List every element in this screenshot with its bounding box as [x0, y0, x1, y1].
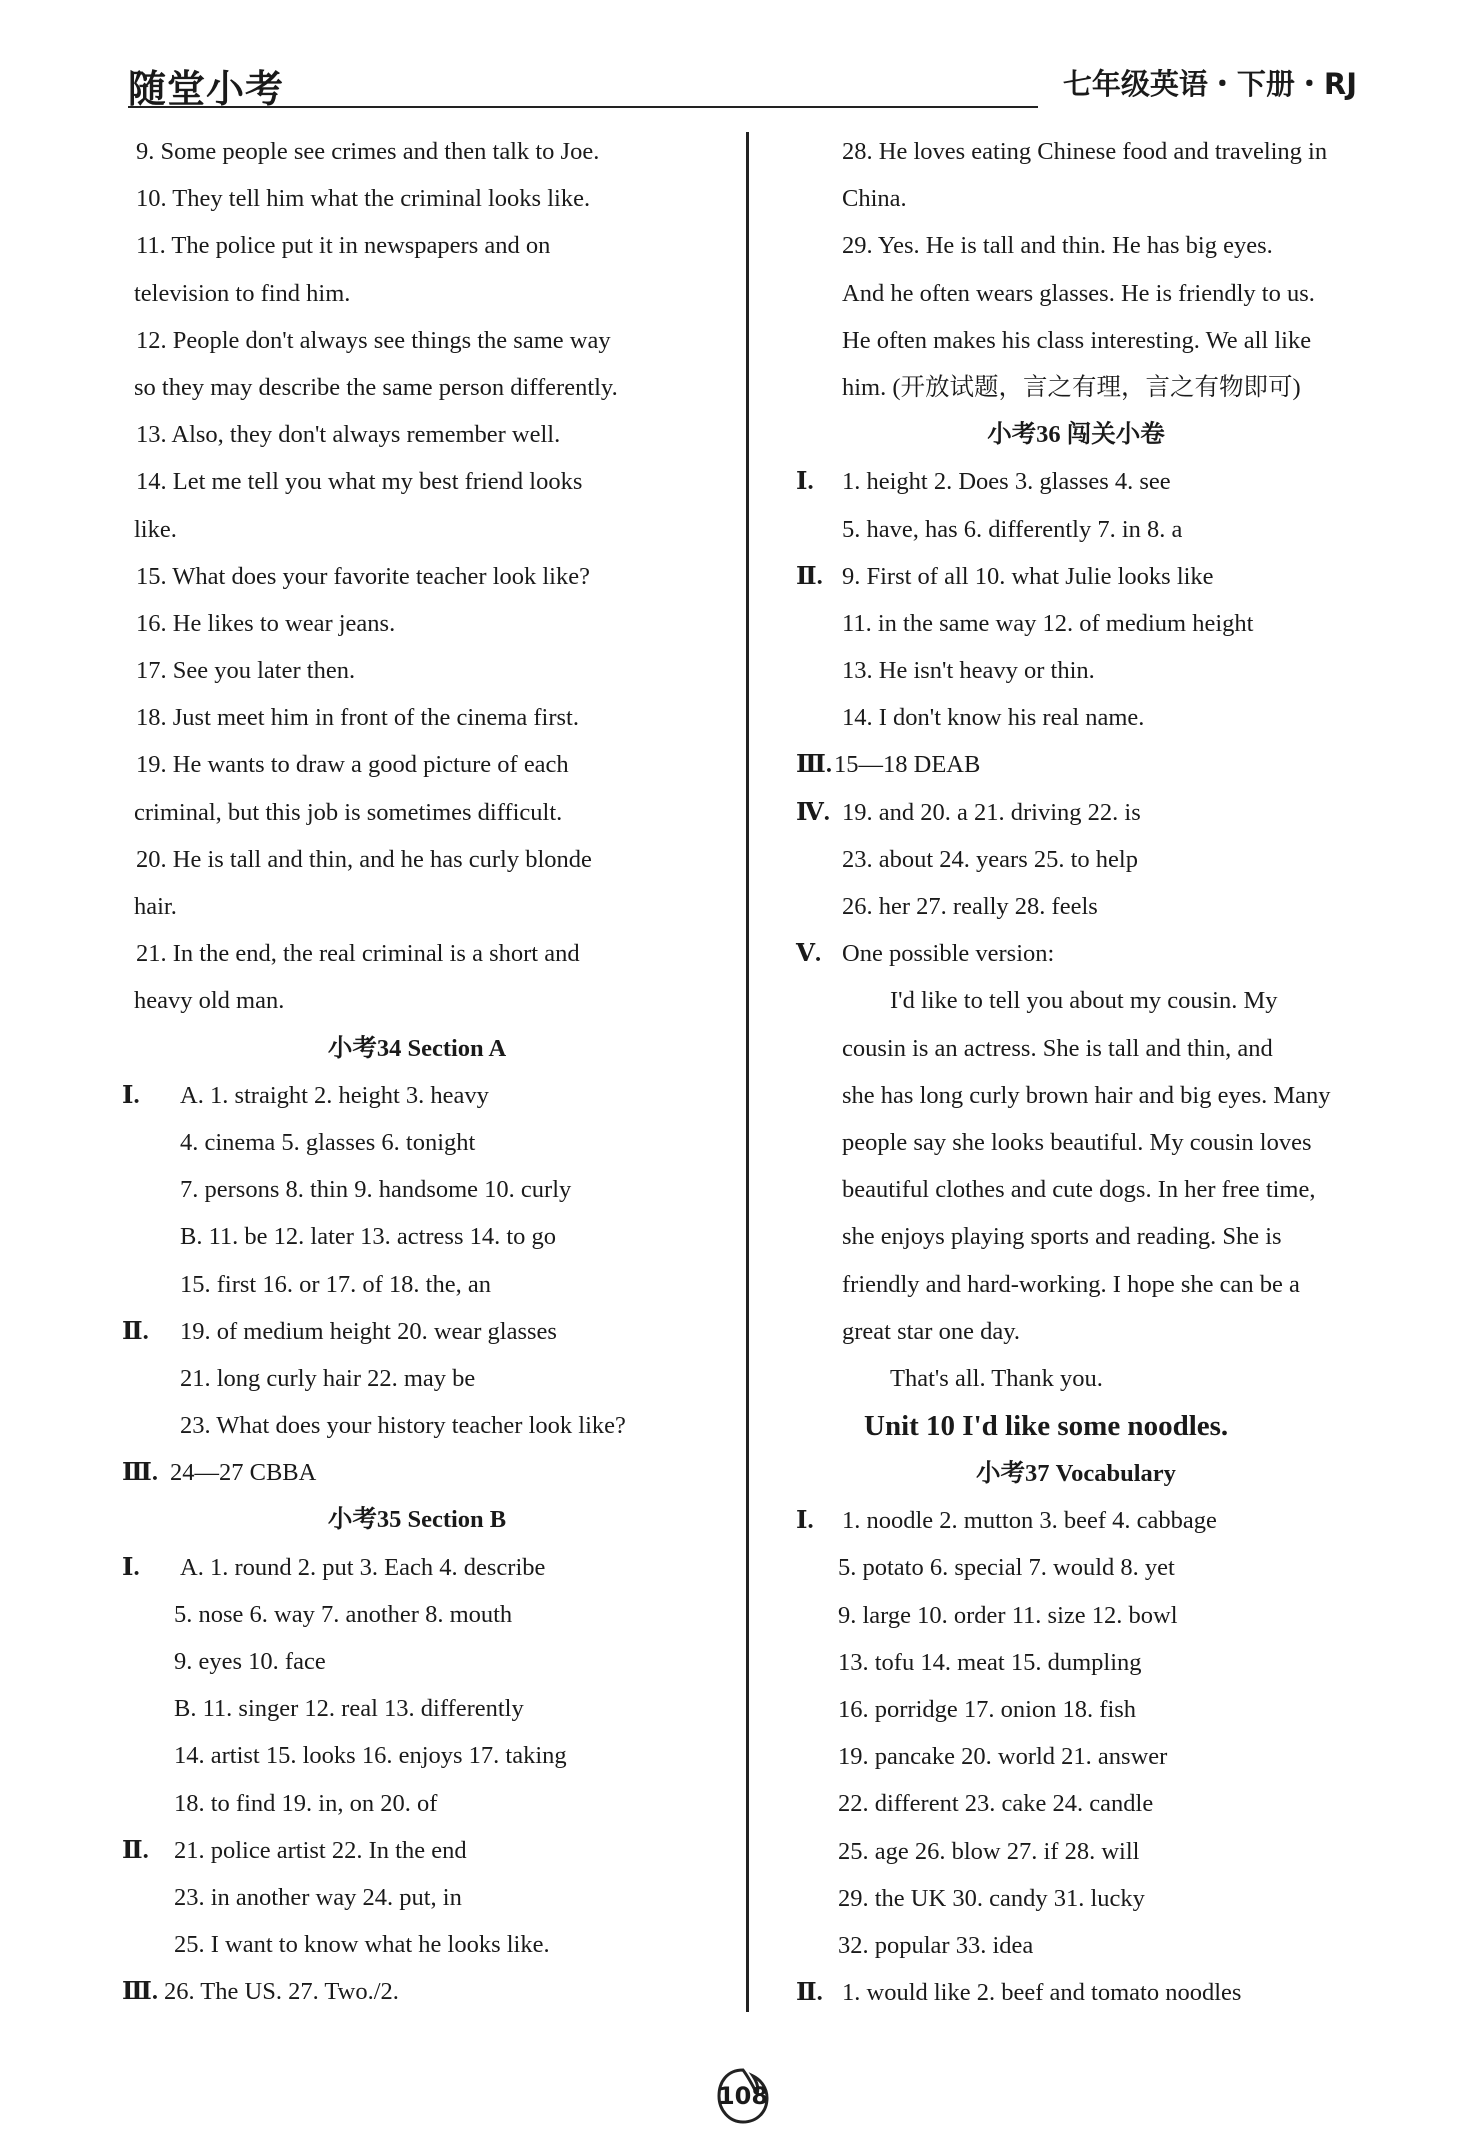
answer-line: 15. What does your favorite teacher look like? [136, 562, 590, 590]
answer-line: 29. Yes. He is tall and thin. He has big eyes. [842, 232, 1273, 260]
answer-line: China. [842, 185, 907, 213]
answer-line: B. 11. singer 12. real 13. differently [174, 1695, 524, 1723]
essay-line: friendly and hard-working. I hope she can be a [842, 1270, 1300, 1298]
answer-line: 25. I want to know what he looks like. [174, 1931, 550, 1959]
answer-line: 21. In the end, the real criminal is a short and [136, 940, 580, 968]
column-divider [746, 132, 749, 2012]
section-heading: 小考37 Vocabulary [976, 1460, 1176, 1488]
answer-line: television to find him. [134, 279, 351, 307]
answer-line: 16. He likes to wear jeans. [136, 609, 396, 637]
answer-line: Ⅰ. A. 1. round 2. put 3. Each 4. describe [122, 1553, 546, 1581]
answer-line: Ⅰ. 1. noodle 2. mutton 3. beef 4. cabbage [796, 1507, 1217, 1535]
answer-line: 29. the UK 30. candy 31. lucky [838, 1884, 1145, 1912]
answer-line: Ⅲ. 24—27 CBBA [122, 1459, 317, 1487]
answer-line: 19. pancake 20. world 21. answer [838, 1743, 1168, 1771]
answer-line: 15. first 16. or 17. of 18. the, an [180, 1270, 491, 1298]
answer-line: 32. popular 33. idea [838, 1931, 1034, 1959]
answer-line: 18. Just meet him in front of the cinema first. [136, 704, 579, 732]
answer-line: Ⅱ. 9. First of all 10. what Julie looks like [796, 562, 1214, 590]
essay-line: I'd like to tell you about my cousin. My [890, 987, 1278, 1015]
section-heading: 小考34 Section A [327, 1034, 507, 1062]
essay-line: great star one day. [842, 1317, 1020, 1345]
left-column [122, 128, 712, 2016]
answer-line: 12. People don't always see things the same way [136, 326, 611, 354]
answer-line: Ⅱ. 21. police artist 22. In the end [122, 1836, 467, 1864]
answer-line: Ⅴ. One possible version: [796, 940, 1055, 968]
answer-line: 23. What does your history teacher look like? [180, 1412, 626, 1440]
answer-line: 5. potato 6. special 7. would 8. yet [838, 1554, 1175, 1582]
essay-line: she has long curly brown hair and big eyes. Many [842, 1081, 1331, 1109]
answer-line: 13. He isn't heavy or thin. [842, 657, 1095, 685]
answer-line: Ⅲ. 15—18 DEAB [796, 751, 981, 779]
answer-line: Ⅳ. 19. and 20. a 21. driving 22. is [796, 798, 1141, 826]
answer-line: Ⅱ. 19. of medium height 20. wear glasses [122, 1317, 557, 1345]
answer-line: 11. The police put it in newspapers and on [136, 232, 551, 260]
section-heading: 小考36 闯关小卷 [987, 421, 1165, 449]
answer-line: 7. persons 8. thin 9. handsome 10. curly [180, 1176, 572, 1204]
answer-line: B. 11. be 12. later 13. actress 14. to go [180, 1223, 557, 1251]
answer-line: 9. Some people see crimes and then talk to Joe. [136, 138, 600, 165]
answer-line: 4. cinema 5. glasses 6. tonight [180, 1128, 476, 1156]
answer-line: like. [134, 515, 177, 543]
essay-line: people say she looks beautiful. My cousin loves [842, 1128, 1312, 1156]
answer-line: hair. [134, 893, 177, 920]
answer-line: 10. They tell him what the criminal looks like. [136, 185, 591, 213]
answer-line: Ⅰ. 1. height 2. Does 3. glasses 4. see [796, 468, 1171, 496]
answer-line: 14. I don't know his real name. [842, 704, 1145, 732]
essay-line: she enjoys playing sports and reading. She is [842, 1223, 1282, 1251]
answer-line: 21. long curly hair 22. may be [180, 1364, 476, 1392]
answer-line: And he often wears glasses. He is friendly to us. [842, 279, 1315, 307]
answer-line: 9. large 10. order 11. size 12. bowl [838, 1601, 1178, 1629]
answer-line: 20. He is tall and thin, and he has curly blonde [136, 845, 592, 873]
page-number: 108 [713, 2066, 773, 2126]
book-grade-subject: 七年级英语・下册・RJ [1062, 67, 1357, 101]
header-divider [128, 106, 1038, 108]
right-column [796, 128, 1356, 2016]
answer-line: so they may describe the same person differently. [134, 373, 618, 401]
answer-line: Ⅱ. 1. would like 2. beef and tomato noodles [796, 1979, 1242, 2007]
answer-line: 16. porridge 17. onion 18. fish [838, 1696, 1137, 1723]
answer-line: 23. about 24. years 25. to help [842, 845, 1138, 873]
section-heading: 小考35 Section B [327, 1506, 507, 1534]
answer-line: 19. He wants to draw a good picture of each [136, 751, 569, 779]
answer-line: 11. in the same way 12. of medium height [842, 609, 1254, 637]
answer-line: 22. different 23. cake 24. candle [838, 1790, 1154, 1818]
answer-line: 23. in another way 24. put, in [174, 1883, 462, 1911]
answer-line: heavy old man. [134, 987, 285, 1015]
answer-line: 13. tofu 14. meat 15. dumpling [838, 1648, 1142, 1676]
essay-line: That's all. Thank you. [890, 1364, 1103, 1392]
essay-line: beautiful clothes and cute dogs. In her free time, [842, 1176, 1316, 1204]
answer-line: 5. have, has 6. differently 7. in 8. a [842, 515, 1183, 543]
answer-line: 18. to find 19. in, on 20. of [174, 1789, 438, 1817]
answer-line: 14. Let me tell you what my best friend looks [136, 468, 583, 496]
essay-line: cousin is an actress. She is tall and thin, and [842, 1034, 1273, 1062]
answer-line: Ⅰ. A. 1. straight 2. height 3. heavy [122, 1081, 489, 1109]
book-series-title: 随堂小考 [128, 67, 285, 111]
answer-line: 13. Also, they don't always remember well. [136, 421, 561, 449]
answer-line: He often makes his class interesting. We all like [842, 326, 1312, 354]
answer-line: 25. age 26. blow 27. if 28. will [838, 1837, 1140, 1865]
answer-line: 26. her 27. really 28. feels [842, 893, 1098, 920]
unit-title: Unit 10 I'd like some noodles. [864, 1410, 1229, 1443]
answer-line: criminal, but this job is sometimes difficult. [134, 798, 563, 826]
answer-line: 14. artist 15. looks 16. enjoys 17. taking [174, 1742, 567, 1770]
answer-line: 17. See you later then. [136, 657, 356, 685]
answer-line: him. (开放试题，言之有理，言之有物即可) [842, 373, 1301, 401]
answer-line: 5. nose 6. way 7. another 8. mouth [174, 1600, 513, 1628]
answer-line: Ⅲ. 26. The US. 27. Two./2. [122, 1978, 399, 2006]
answer-line: 28. He loves eating Chinese food and traveling in [842, 138, 1328, 165]
answer-line: 9. eyes 10. face [174, 1648, 326, 1675]
